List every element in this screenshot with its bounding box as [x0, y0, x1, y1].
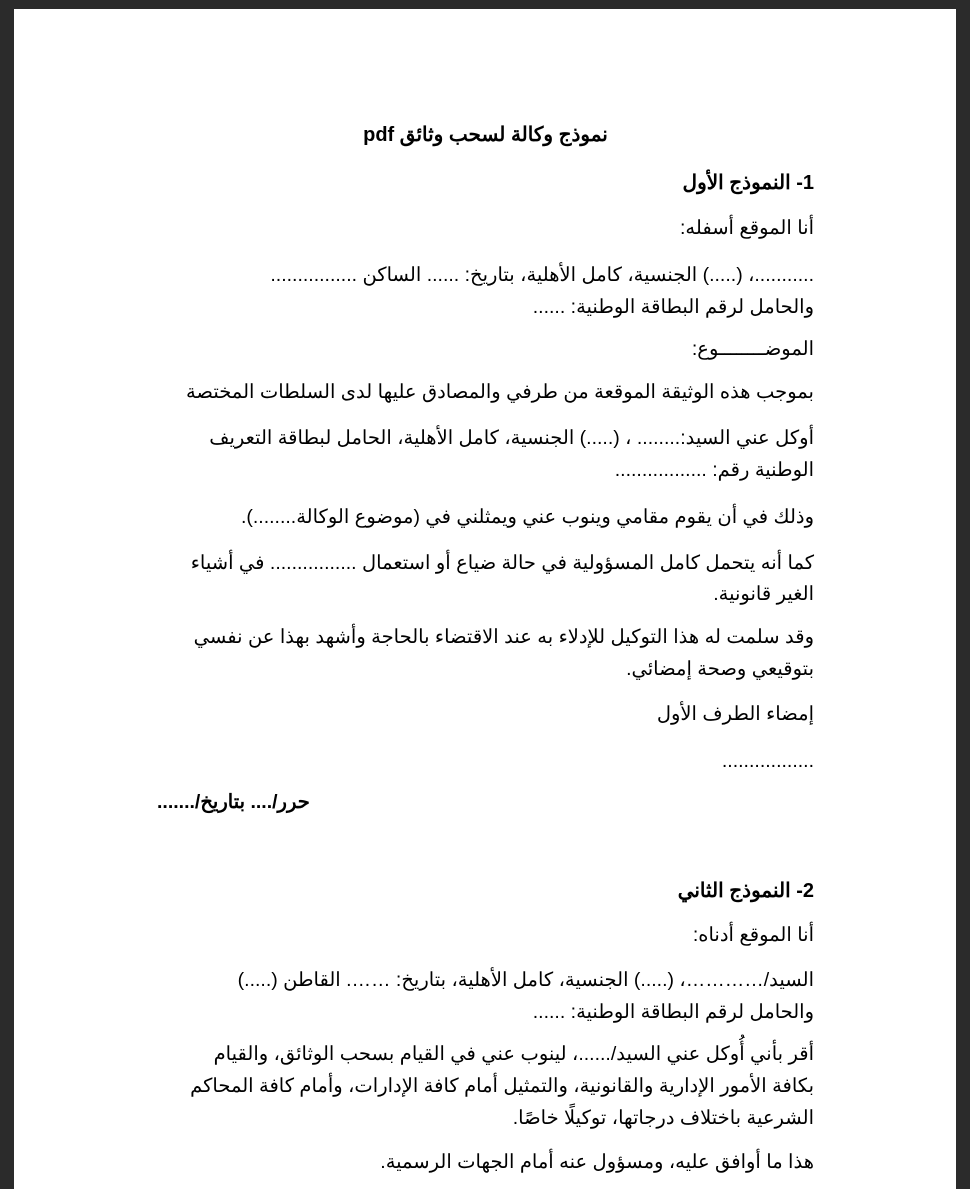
section1-line: ...........، (.....) الجنسية، كامل الأهلية، بتاريخ: ...... الساكن ................ — [270, 264, 814, 286]
section1-line: أوكل عني السيد:........ ، (.....) الجنسية، كامل الأهلية، الحامل لبطاقة التعريف — [209, 427, 814, 449]
section1-line: بتوقيعي وصحة إمضائي. — [626, 658, 814, 680]
section1-line: وذلك في أن يقوم مقامي وينوب عني ويمثلني في (موضوع الوكالة........). — [240, 506, 814, 528]
section2-line: بكافة الأمور الإدارية والقانونية، والتمثيل أمام كافة الإدارات، وأمام كافة المحاكم — [190, 1075, 814, 1097]
section2-line: السيد/…………، (.....) الجنسية، كامل الأهلية، بتاريخ: ……. القاطن (.....) — [237, 969, 814, 991]
section1-line: أنا الموقع أسفله: — [680, 217, 814, 239]
section1-line: كما أنه يتحمل كامل المسؤولية في حالة ضياع أو استعمال ................ في أشياء — [190, 552, 814, 574]
section2-heading: 2- النموذج الثاني — [677, 880, 814, 902]
document-title: نموذج وكالة لسحب وثائق pdf — [363, 124, 608, 146]
section1-line: إمضاء الطرف الأول — [656, 703, 814, 725]
section2-line: أقر بأني أُوكل عني السيد/......، لينوب عني في القيام بسحب الوثائق، والقيام — [213, 1043, 814, 1065]
section2-line: الشرعية باختلاف درجاتها، توكيلًا خاصًا. — [512, 1107, 814, 1129]
signature-dots: ................. — [721, 750, 814, 772]
section2-line: والحامل لرقم البطاقة الوطنية: ...... — [532, 1001, 814, 1023]
document-page — [14, 9, 956, 1189]
date-line: حرر/.... بتاريخ/....... — [157, 791, 310, 813]
section1-line: الغير قانونية. — [713, 583, 814, 605]
section1-line: وقد سلمت له هذا التوكيل للإدلاء به عند الاقتضاء بالحاجة وأشهد بهذا عن نفسي — [193, 626, 814, 648]
section2-line: هذا ما أوافق عليه، ومسؤول عنه أمام الجهات الرسمية. — [380, 1151, 814, 1173]
section1-line: الوطنية رقم: ................. — [614, 459, 814, 481]
section1-line: الموضــــــــوع: — [691, 338, 814, 360]
section1-line: بموجب هذه الوثيقة الموقعة من طرفي والمصادق عليها لدى السلطات المختصة — [185, 381, 814, 403]
section1-heading: 1- النموذج الأول — [682, 172, 814, 194]
section1-line: والحامل لرقم البطاقة الوطنية: ...... — [532, 296, 814, 318]
section2-line: أنا الموقع أدناه: — [692, 924, 814, 946]
